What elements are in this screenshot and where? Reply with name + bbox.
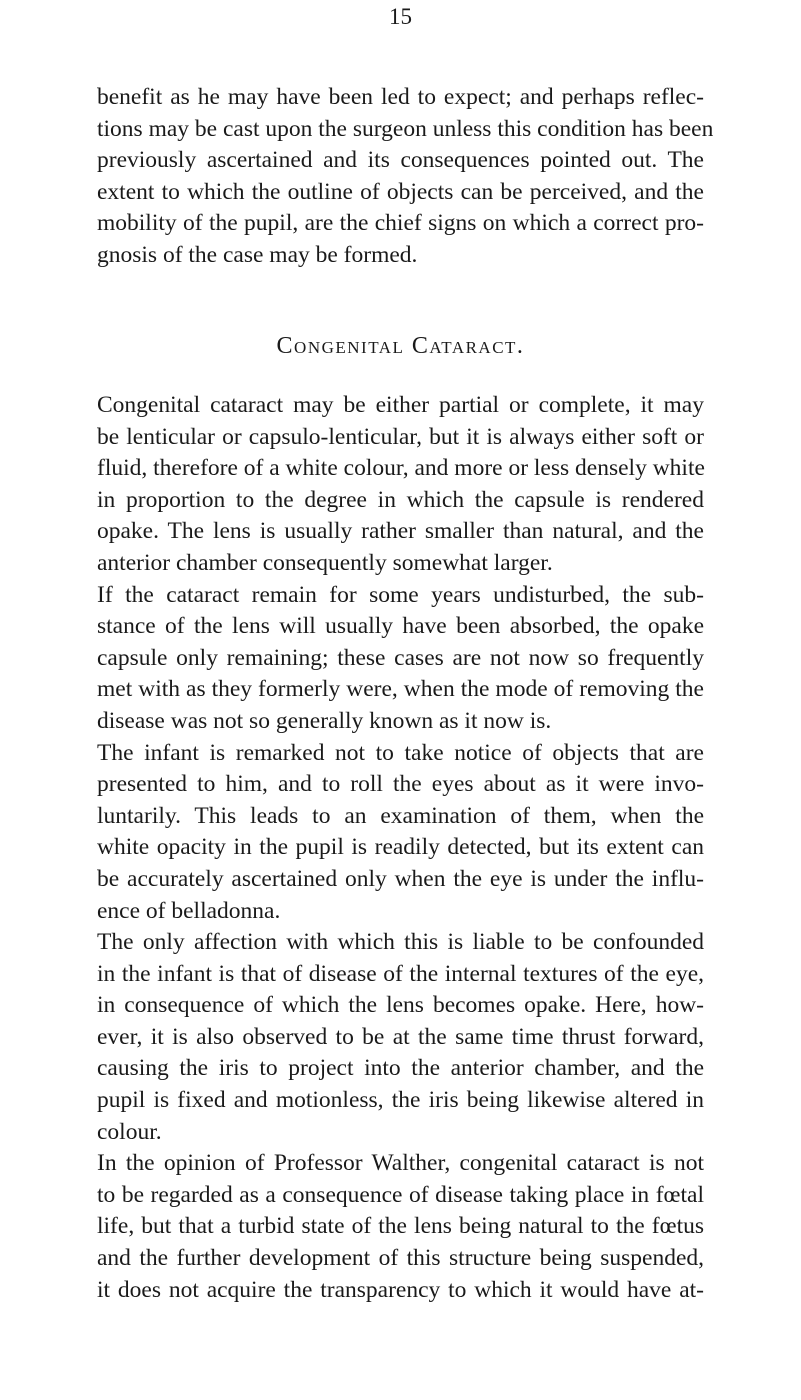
text-line: fluid, therefore of a white colour, and more or less densely white bbox=[97, 455, 705, 482]
text-line: disease was not so generally known as it now is. bbox=[97, 707, 552, 734]
text-line: If the cataract remain for some years undisturbed, the sub- bbox=[97, 581, 704, 608]
text-line: capsule only remaining; these cases are not now so frequently bbox=[97, 644, 704, 671]
text-line: The infant is remarked not to take notice of objects that are bbox=[97, 739, 704, 766]
text-line: The only affection with which this is liable to be confounded bbox=[97, 929, 704, 956]
text-line: ence of belladonna. bbox=[97, 897, 281, 924]
text-line: life, but that a turbid state of the lens being natural to the fœtus bbox=[97, 1213, 704, 1240]
text-line: tions may be cast upon the surgeon unless this condition has been bbox=[97, 115, 714, 142]
text-line: previously ascertained and its consequences pointed out. The bbox=[97, 147, 704, 174]
section-body bbox=[97, 390, 704, 1306]
section-heading: Congenital Cataract. bbox=[276, 333, 525, 359]
page-number: 15 bbox=[389, 4, 412, 29]
text-line: Congenital cataract may be either partial or complete, it may bbox=[97, 392, 704, 418]
intro-paragraph bbox=[97, 82, 714, 272]
text-line: colour. bbox=[97, 1118, 162, 1145]
text-line: opake. The lens is usually rather smaller than natural, and the bbox=[97, 518, 704, 545]
text-line: luntarily. This leads to an examination of them, when the bbox=[97, 802, 704, 829]
text-line: and the further development of this structure being suspended, bbox=[97, 1245, 704, 1272]
text-line: In the opinion of Professor Walther, congenital cataract is not bbox=[97, 1150, 704, 1177]
text-line: it does not acquire the transparency to which it would have at- bbox=[97, 1276, 704, 1303]
text-line: causing the iris to project into the anterior chamber, and the bbox=[97, 1055, 704, 1082]
text-line: in the infant is that of disease of the internal textures of the eye, bbox=[97, 960, 704, 987]
text-line: white opacity in the pupil is readily detected, but its extent can bbox=[97, 834, 704, 861]
text-line: benefit as he may have been led to expect; and perhaps reflec- bbox=[97, 84, 704, 110]
text-line: extent to which the outline of objects can be perceived, and the bbox=[97, 178, 704, 205]
text-line: in consequence of which the lens becomes opake. Here, how- bbox=[97, 992, 704, 1019]
text-line: to be regarded as a consequence of disease taking place in fœtal bbox=[97, 1181, 704, 1208]
text-line: ever, it is also observed to be at the same time thrust forward, bbox=[97, 1023, 704, 1050]
text-line: pupil is fixed and motionless, the iris being likewise altered in bbox=[97, 1087, 704, 1114]
text-line: presented to him, and to roll the eyes about as it were invo- bbox=[97, 771, 704, 798]
text-line: anterior chamber consequently somewhat larger. bbox=[97, 549, 553, 576]
text-line: gnosis of the case may be formed. bbox=[97, 241, 418, 268]
text-line: stance of the lens will usually have been absorbed, the opake bbox=[97, 613, 704, 640]
text-line: mobility of the pupil, are the chief signs on which a correct pro- bbox=[97, 210, 704, 237]
text-line: met with as they formerly were, when the mode of removing the bbox=[97, 676, 704, 703]
text-line: in proportion to the degree in which the capsule is rendered bbox=[97, 486, 704, 513]
text-line: be accurately ascertained only when the eye is under the influ- bbox=[97, 865, 704, 892]
text-line: be lenticular or capsulo-lenticular, but it is always either soft or bbox=[97, 423, 704, 450]
